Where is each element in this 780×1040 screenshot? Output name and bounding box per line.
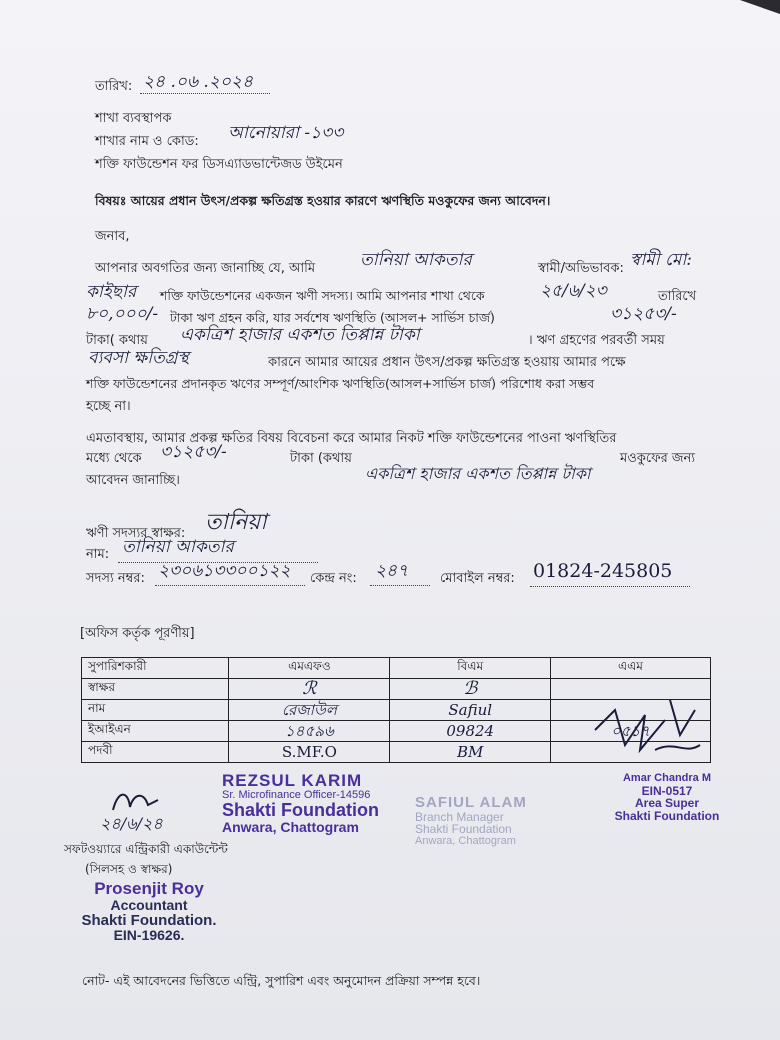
accountant-seal-note: (সিলসহ ও স্বাক্ষর): [85, 862, 173, 876]
date-label: তারিখ:: [95, 79, 133, 94]
col-header-recommender: সুপারিশকারী: [82, 658, 229, 679]
am-stamp-name: Amar Chandra M: [622, 772, 712, 784]
p1-text-d: তারিখে: [658, 289, 697, 304]
p1-text-i: শক্তি ফাউন্ডেশনের প্রদানকৃত ঋণের সম্পূর্ণ/আংশিক ঋণস্থিতি(আসল+সার্ভিস চার্জ) পরিশোধ করা সম্ভব: [86, 376, 595, 391]
table-header-row: [82, 658, 711, 679]
mobile-line: [530, 586, 690, 587]
office-use-heading: [অফিস কর্তৃক পূরণীয়]: [80, 626, 195, 641]
accountant-stamp: [64, 880, 234, 943]
mfo-designation: S.MF.O: [281, 742, 337, 761]
accountant-stamp-name: Prosenjit Roy: [94, 879, 204, 898]
applicant-name: তানিয়া আকতার: [360, 250, 472, 270]
accountant-stamp-org: Shakti Foundation.: [81, 911, 217, 929]
footer-note: নোট- এই আবেদনের ভিত্তিতে এন্ট্রি, সুপারিশ এবং অনুমোদন প্রক্রিয়া সম্পন্ন হবে।: [82, 973, 481, 988]
bm-name: Safiul: [448, 700, 493, 719]
mobile-label: মোবাইল নম্বর:: [440, 571, 515, 586]
bm-ein-cell: [390, 721, 551, 742]
bm-name-cell: [390, 700, 551, 721]
p2-text-c: টাকা (কথায়: [290, 451, 352, 466]
mfo-designation-cell: [229, 742, 390, 763]
date-value: ২৪ .০৬ .২০২৪: [143, 72, 253, 92]
member-number-label: সদস্য নম্বর:: [86, 571, 145, 586]
bm-stamp-title: Branch Manager: [415, 809, 504, 824]
p1-text-f: টাকা( কথায়: [86, 333, 148, 348]
guardian-name: স্বামী মো:: [630, 250, 692, 270]
member-number-line: [155, 585, 305, 586]
mfo-signature-cell: ℛ: [229, 679, 390, 700]
mfo-stamp-org: Shakti Foundation: [222, 800, 379, 821]
member-name-label: নাম:: [86, 547, 110, 562]
mfo-ein: ১৪৫৯৬: [285, 721, 334, 740]
mfo-stamp-location: Anwara, Chattogram: [222, 819, 359, 836]
accountant-stamp-ein: EIN-19626.: [113, 927, 185, 944]
bm-designation-cell: [390, 742, 551, 763]
member-signature: তানিয়া: [205, 510, 267, 535]
p1-text-j: হচ্ছে না।: [86, 399, 131, 414]
p2-text-e: আবেদন জানাচ্ছি।: [86, 473, 180, 488]
guardian-name-cont: কাইছার: [86, 282, 137, 302]
p1-text-b: স্বামী/অভিভাবক:: [538, 261, 624, 276]
accountant-sign-date: ২৪/৬/২৪: [100, 814, 163, 833]
center-value: ২৪৭: [375, 561, 409, 581]
am-stamp-ein: EIN-0517: [641, 783, 693, 798]
bm-ein: 09824: [446, 721, 495, 740]
branch-label: শাখার নাম ও কোড:: [95, 134, 199, 149]
am-stamp-org: Shakti Foundation: [614, 808, 720, 823]
branch-value: আনোয়ারা -১৩৩: [228, 123, 344, 143]
p1-text-a: আপনার অবগতির জন্য জানাচ্ছি যে, আমি: [95, 261, 316, 276]
col-header-bm: বিএম: [390, 658, 551, 679]
bm-stamp-location: Anwara, Chattogram: [415, 834, 516, 847]
am-signature-scribble: [585, 690, 710, 770]
manager-label: শাখা ব্যবস্থাপক: [95, 111, 172, 126]
p1-text-h: কারনে আমার আয়ের প্রধান উৎস/প্রকল্প ক্ষতিগ্রস্ত হওয়ায় আমার পক্ষে: [268, 355, 626, 370]
mfo-name: রেজাউল: [281, 700, 337, 719]
waiver-amount: ৩১২৫৩/-: [160, 442, 227, 462]
col-header-mfo: এমএফও: [229, 658, 390, 679]
loss-reason: ব্যবসা ক্ষতিগ্রস্থ: [88, 348, 189, 368]
accountant-role: সফটওয়্যারে এন্ট্রিকারী একাউন্টেন্ট: [64, 842, 228, 856]
waiver-in-words: একত্রিশ হাজার একশত তিপ্পান্ন টাকা: [365, 464, 591, 483]
p2-text-d: মওকুফের জন্য: [620, 451, 696, 466]
member-name-value: তানিয়া আকতার: [122, 537, 234, 557]
page-fold-corner: [740, 0, 780, 14]
col-header-am: এএম: [551, 658, 711, 679]
bm-stamp-name: SAFIUL ALAM: [415, 794, 527, 811]
balance-in-words: একত্রিশ হাজার একশত তিপ্পান্ন টাকা: [180, 325, 420, 345]
mobile-value: 01824-245805: [533, 560, 673, 582]
date-line: [140, 93, 270, 94]
member-number-value: ২৩০৬১৩৩০০১২২: [158, 561, 291, 581]
bm-signature-cell: ℬ: [390, 679, 551, 700]
mfo-ein-cell: [229, 721, 390, 742]
mfo-stamp-title: Sr. Microfinance Officer-14596: [222, 788, 371, 801]
salutation: জনাব,: [95, 229, 130, 244]
p2-text-a: এমতাবস্থায়, আমার প্রকল্প ক্ষতির বিষয় বিবেচনা করে আমার নিকট শক্তি ফাউন্ডেশনের পাওনা ঋণস্থিতির: [86, 431, 617, 446]
bm-stamp: [415, 795, 527, 847]
am-stamp-title: Area Super: [634, 796, 700, 811]
row-label-designation: পদবী: [82, 742, 229, 763]
row-label-name: নাম: [82, 700, 229, 721]
accountant-stamp-title: Accountant: [110, 896, 188, 913]
row-label-signature: স্বাক্ষর: [82, 679, 229, 700]
center-line: [370, 585, 430, 586]
member-signature-label: ঋণী সদস্যর স্বাক্ষর:: [86, 526, 186, 541]
subject-line: বিষয়ঃ আয়ের প্রধান উৎস/প্রকল্প ক্ষতিগ্রস্ত হওয়ার কারণে ঋণস্থিতি মওকুফের জন্য আবেদন।: [95, 193, 551, 208]
mfo-name-cell: [229, 700, 390, 721]
p1-text-g: । ঋণ গ্রহণের পরবর্তী সময়: [528, 333, 665, 348]
am-stamp: [592, 773, 742, 822]
bm-designation: BM: [457, 742, 484, 761]
organization-line: শক্তি ফাউন্ডেশন ফর ডিসএ্যাডভান্টেজড উইমেন: [95, 157, 343, 172]
p1-text-c: শক্তি ফাউন্ডেশনের একজন ঋণী সদস্য। আমি আপনার শাখা থেকে: [160, 288, 485, 303]
mfo-stamp-name: REZSUL KARIM: [222, 771, 363, 790]
center-label: কেন্দ্র নং:: [310, 571, 357, 586]
p1-text-e: টাকা ঋণ গ্রহন করি, যার সর্বশেষ ঋণস্থিতি (আসল+ সার্ভিস চার্জ): [170, 310, 495, 325]
mfo-stamp: [222, 772, 379, 835]
p2-text-b: মধ্যে থেকে: [86, 451, 142, 466]
outstanding-balance: ৩১২৫৩/-: [610, 304, 677, 324]
loan-amount: ৮০,০০০/-: [86, 304, 159, 324]
bm-stamp-org: Shakti Foundation: [415, 822, 512, 837]
loan-date: ২৫/৬/২৩: [540, 281, 607, 301]
row-label-ein: ইআইএন: [82, 721, 229, 742]
am-ein: ০৫১৭: [611, 721, 650, 740]
